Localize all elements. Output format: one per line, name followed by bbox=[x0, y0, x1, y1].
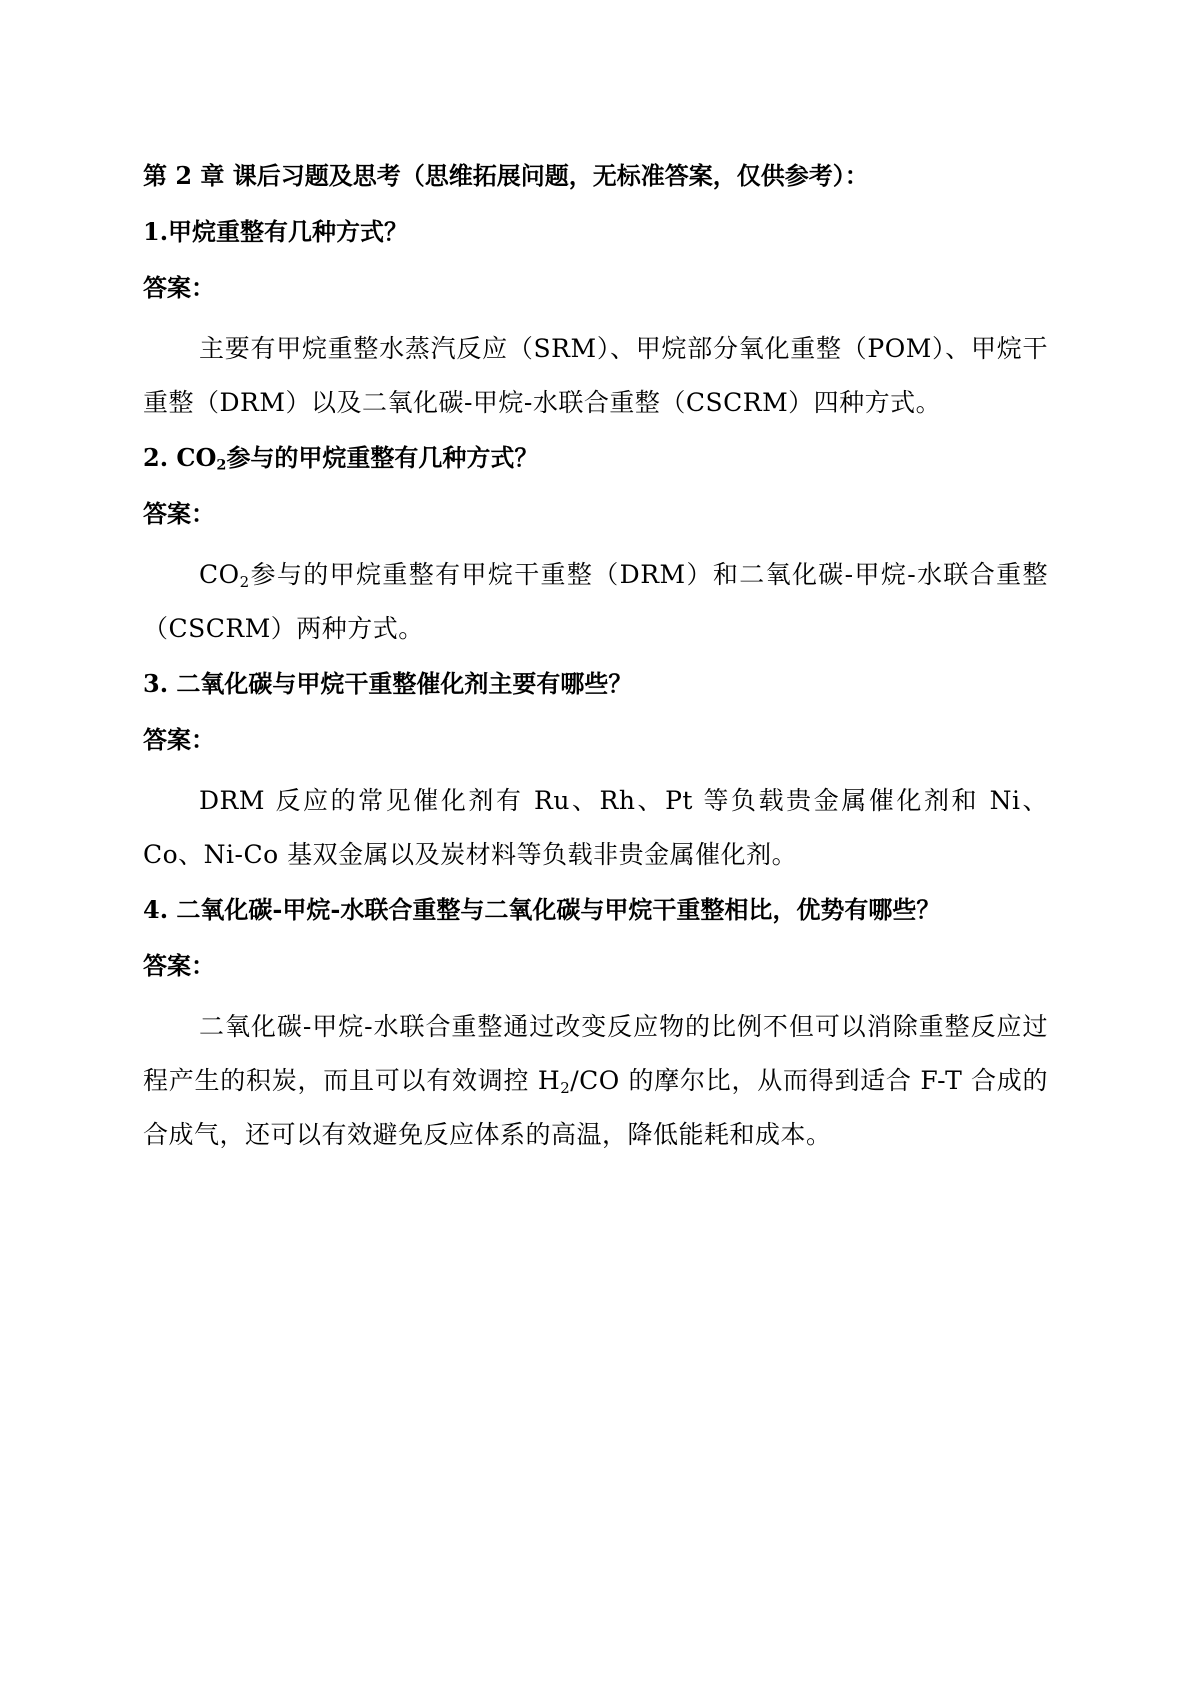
answer-label-1: 答案： bbox=[143, 273, 215, 302]
question-2-suffix: 参与的甲烷重整有几种方式？ bbox=[226, 443, 539, 472]
answer-1: 主要有甲烷重整水蒸汽反应（SRM）、甲烷部分氧化重整（POM）、甲烷干重整（DRM）以及二氧化碳-甲烷-水联合重整（CSCRM）四种方式。 bbox=[143, 334, 1048, 417]
answer-2 bbox=[143, 548, 1048, 656]
chapter-title: 第 2 章 课后习题及思考（思维拓展问题，无标准答案，仅供参考）： bbox=[143, 161, 869, 190]
answer-4 bbox=[143, 1000, 1048, 1162]
question-2 bbox=[143, 430, 1048, 486]
answer-2-subscript: 2 bbox=[239, 572, 250, 591]
question-1: 1.甲烷重整有几种方式？ bbox=[143, 217, 409, 246]
answer-3: DRM 反应的常见催化剂有 Ru、Rh、Pt 等负载贵金属催化剂和 Ni、Co、Ni-Co 基双金属以及炭材料等负载非贵金属催化剂。 bbox=[143, 786, 1048, 869]
answer-2-suffix: 参与的甲烷重整有甲烷干重整（DRM）和二氧化碳-甲烷-水联合重整（CSCRM）两种方式。 bbox=[143, 560, 1048, 643]
answer-label-3: 答案： bbox=[143, 725, 215, 754]
answer-label-2: 答案： bbox=[143, 499, 215, 528]
question-2-prefix: 2. CO bbox=[143, 443, 217, 472]
answer-4-prefix: 二氧化碳-甲烷-水联合重整通过改变反应物的比例不但可以消除重整反应过程产生的积炭，而且可以有效调控 H bbox=[143, 1012, 1048, 1095]
answer-label-4: 答案： bbox=[143, 951, 215, 980]
question-3: 3. 二氧化碳与甲烷干重整催化剂主要有哪些？ bbox=[143, 669, 633, 698]
answer-2-prefix: CO bbox=[199, 560, 240, 589]
answer-4-subscript: 2 bbox=[560, 1078, 571, 1097]
question-4: 4. 二氧化碳-甲烷-水联合重整与二氧化碳与甲烷干重整相比，优势有哪些？ bbox=[143, 895, 941, 924]
answer-4-suffix: /CO 的摩尔比，从而得到适合 F-T 合成的合成气，还可以有效避免反应体系的高温，降低能耗和成本。 bbox=[143, 1066, 1049, 1149]
document-content bbox=[143, 148, 1048, 1162]
question-2-subscript: 2 bbox=[216, 456, 227, 474]
